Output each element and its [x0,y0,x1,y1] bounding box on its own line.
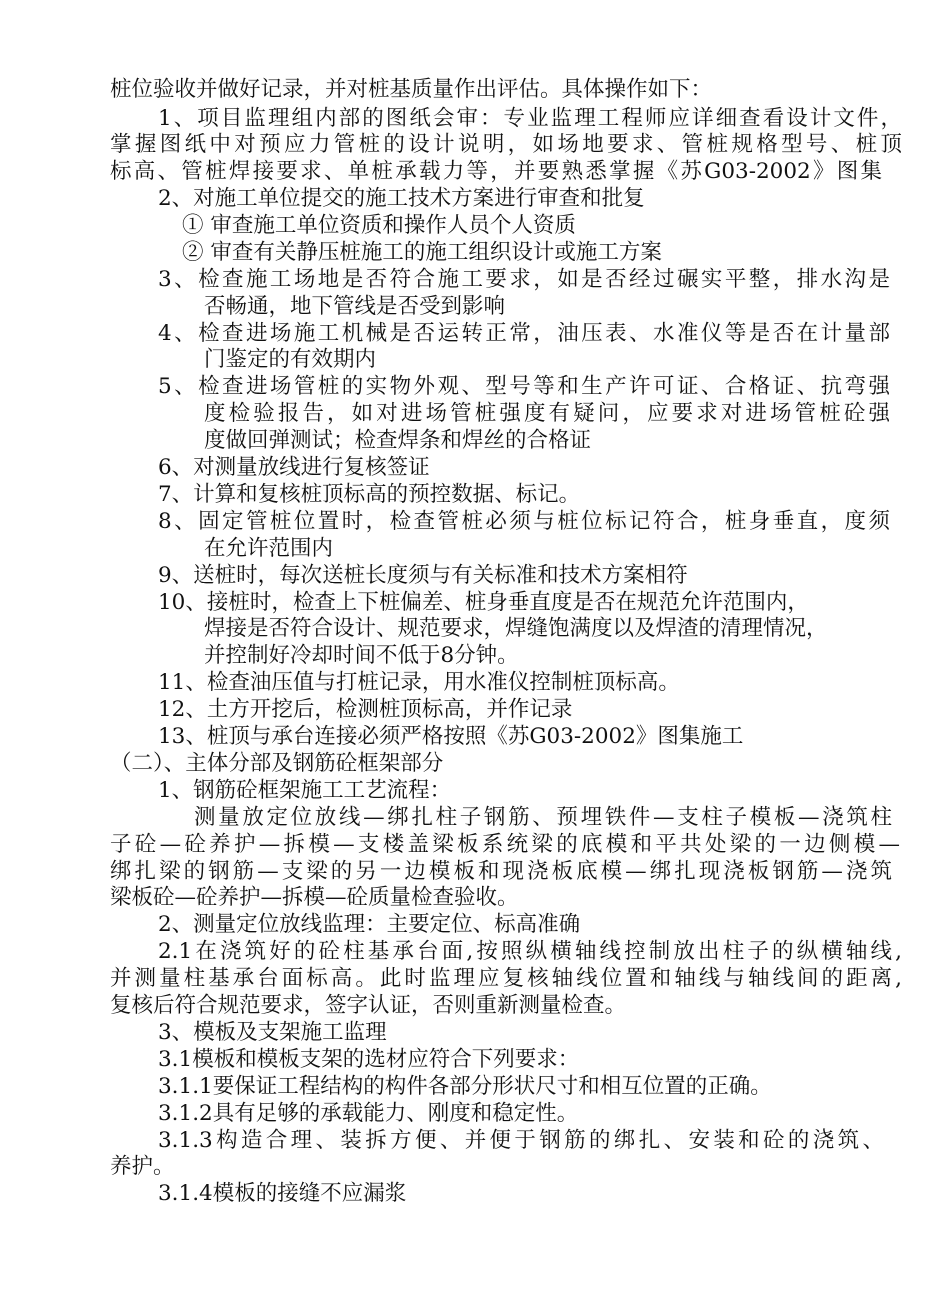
text-line: 养护。 [110,1154,175,1179]
text-line: 7、计算和复核桩顶标高的预控数据、标记。 [158,482,581,507]
text-line: 度检验报告，如对进场管桩强度有疑问，应要求对进场管桩砼强 [204,401,890,426]
text-line: 2、测量定位放线监理：主要定位、标高准确 [158,912,581,937]
text-line: 否畅通，地下管线是否受到影响 [204,294,506,319]
text-line: 4、检查进场施工机械是否运转正常，油压表、水准仪等是否在计量部 [158,321,890,346]
text-line: 11、检查油压值与打桩记录，用水准仪控制桩顶标高。 [158,670,680,695]
text-line: 9、送桩时，每次送桩长度须与有关标准和技术方案相符 [158,563,688,588]
text-line: 标高、管桩焊接要求、单桩承载力等，并要熟悉掌握《苏G03-2002》图集 [110,159,882,184]
text-line: 3、模板及支架施工监理 [158,1020,387,1045]
text-line: 12、土方开挖后，检测桩顶标高，并作记录 [158,697,573,722]
text-line: 8、固定管桩位置时，检查管桩必须与桩位标记符合，桩身垂直，度须 [158,509,890,534]
text-line: 焊接是否符合设计、规范要求，焊缝饱满度以及焊渣的清理情况， [204,616,828,641]
text-line: 3.1.2具有足够的承载能力、刚度和稳定性。 [158,1101,579,1126]
text-line: 3.1.4模板的接缝不应漏浆 [158,1181,407,1206]
text-line: 2、对施工单位提交的施工技术方案进行审查和批复 [158,186,645,211]
text-line: 10、接桩时，检查上下桩偏差、桩身垂直度是否在规范允许范围内， [158,590,809,615]
text-line: 并控制好冷却时间不低于8分钟。 [204,643,519,668]
text-line: 3.1.1要保证工程结构的构件各部分形状尺寸和相互位置的正确。 [158,1074,772,1099]
text-line: ② 审查有关静压桩施工的施工组织设计或施工方案 [182,240,662,265]
text-line: 测量放定位放线—绑扎柱子钢筋、预埋铁件—支柱子模板—浇筑柱 [194,805,892,830]
text-line: 绑扎梁的钢筋—支梁的另一边模板和现浇板底模—绑扎现浇板钢筋—浇筑 [110,859,892,884]
section-heading: （二）、主体分部及钢筋砼框架部分 [110,751,444,776]
text-line: 在允许范围内 [204,536,334,561]
text-line: 梁板砼—砼养护—拆模—砼质量检查验收。 [110,885,519,910]
text-line: 子砼—砼养护—拆模—支楼盖梁板系统梁的底模和平共处梁的一边侧模— [110,832,900,857]
text-line: 3.1.3构造合理、装拆方便、并便于钢筋的绑扎、安装和砼的浇筑、 [158,1128,884,1153]
text-line: 1、项目监理组内部的图纸会审：专业监理工程师应详细查看设计文件， [158,106,902,131]
text-line: 13、桩顶与承台连接必须严格按照《苏G03-2002》图集施工 [158,724,744,749]
text-line: ① 审查施工单位资质和操作人员个人资质 [182,213,576,238]
text-line: 并测量柱基承台面标高。此时监理应复核轴线位置和轴线与轴线间的距离, [110,966,902,991]
text-line: 复核后符合规范要求，签字认证，否则重新测量检查。 [110,993,627,1018]
text-line: 桩位验收并做好记录，并对桩基质量作出评估。具体操作如下： [110,77,713,102]
text-line: 度做回弹测试；检查焊条和焊丝的合格证 [204,428,592,453]
text-line: 6、对测量放线进行复核签证 [158,455,430,480]
text-line: 3.1模板和模板支架的选材应符合下列要求： [158,1047,580,1072]
text-line: 2.1在浇筑好的砼柱基承台面,按照纵横轴线控制放出柱子的纵横轴线, [158,939,902,964]
text-line: 掌握图纸中对预应力管桩的设计说明，如场地要求、管桩规格型号、桩顶 [110,132,902,157]
text-line: 5、检查进场管桩的实物外观、型号等和生产许可证、合格证、抗弯强 [158,374,890,399]
text-line: 门鉴定的有效期内 [204,347,377,372]
text-line: 3、检查施工场地是否符合施工要求，如是否经过碾实平整，排水沟是 [158,267,890,292]
text-line: 1、钢筋砼框架施工工艺流程： [158,778,452,803]
